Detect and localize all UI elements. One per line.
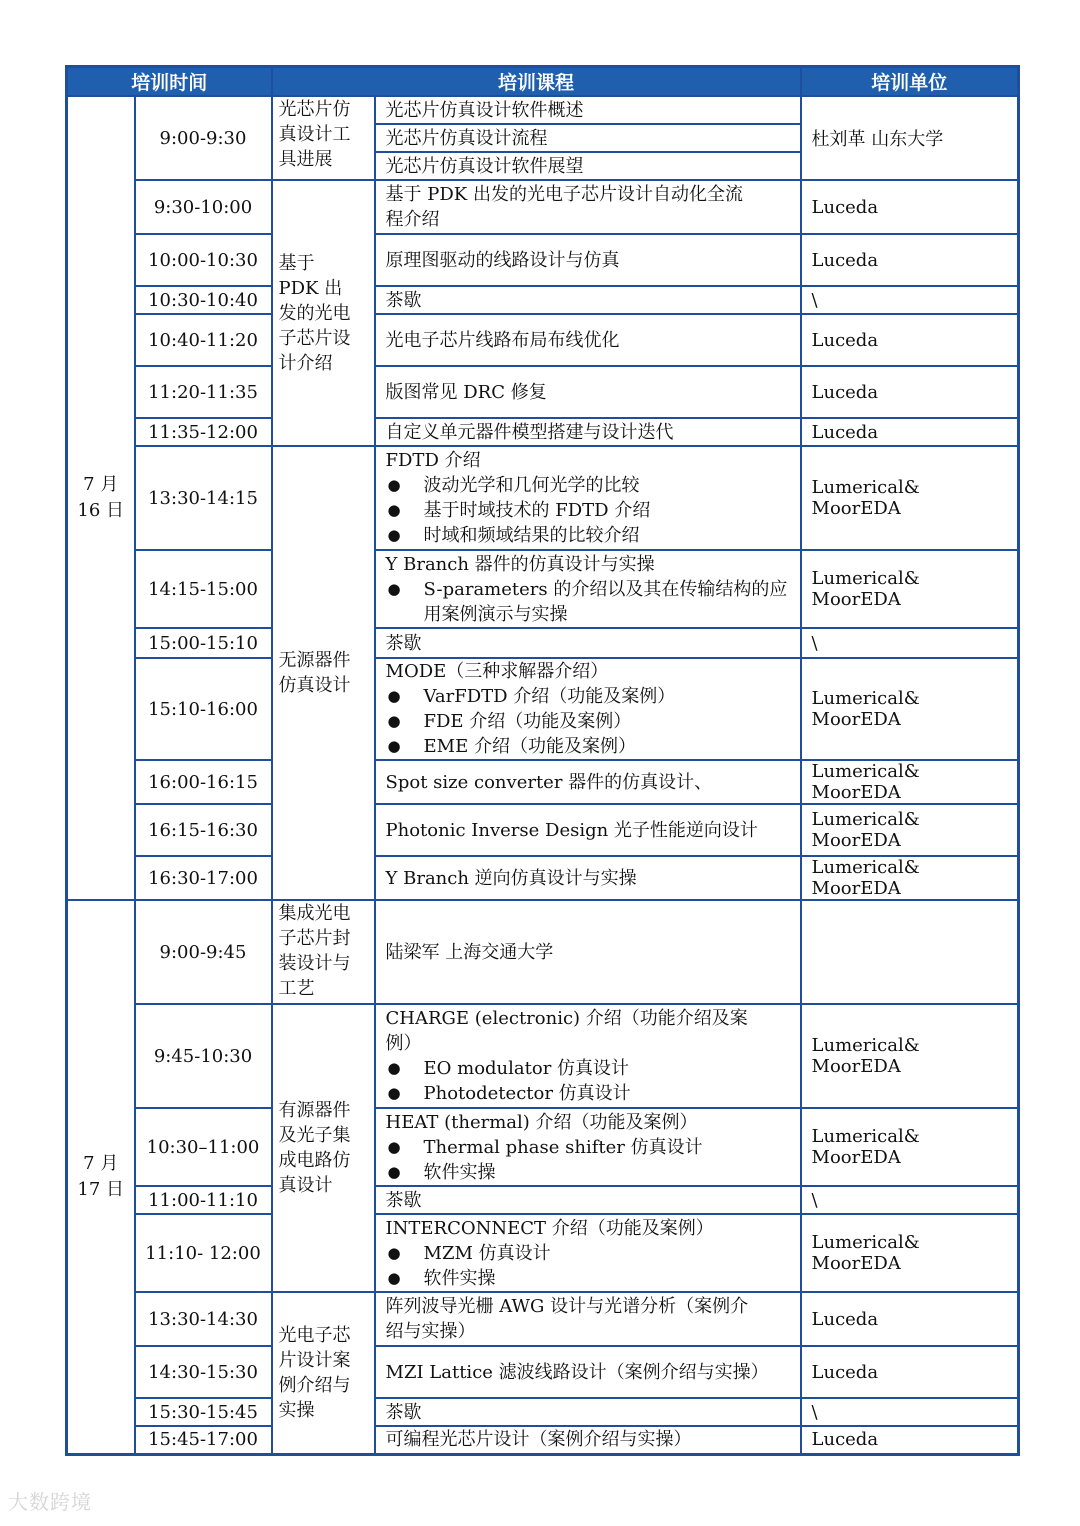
course-cell — [375, 124, 801, 152]
module-m1: 光芯片仿 真设计工 具进展 — [272, 96, 375, 180]
course-line: 茶歇 — [385, 632, 422, 654]
course-line: 原理图驱动的线路设计与仿真 — [385, 249, 620, 271]
time-cell: 15:30-15:45 — [135, 1398, 272, 1426]
table-row — [67, 234, 1019, 286]
header-row — [67, 67, 1019, 97]
bullet-list — [386, 1056, 790, 1106]
schedule-table — [65, 65, 1020, 1456]
course-cell — [375, 1426, 801, 1454]
course-cell — [375, 1186, 801, 1214]
course-cell — [375, 96, 801, 124]
course-line: MODE（三种求解器介绍） — [385, 661, 609, 682]
course-line: 可编程光芯片设计（案例介绍与实操） — [385, 1429, 692, 1451]
unit-cell: Luceda — [801, 180, 1019, 234]
unit-cell: Lumerical& MoorEDA — [801, 1004, 1019, 1108]
time-cell: 11:10- 12:00 — [135, 1214, 272, 1292]
course-line: 光电子芯片线路布局布线优化 — [385, 329, 620, 351]
module-m4: 集成光电 子芯片封 装设计与 工艺 — [272, 900, 375, 1004]
time-cell: 15:00-15:10 — [135, 628, 272, 658]
table-row — [67, 804, 1019, 856]
table-row — [67, 1346, 1019, 1398]
unit-cell — [801, 900, 1019, 1004]
course-cell — [375, 658, 801, 760]
course-line: CHARGE (electronic) 介绍（功能介绍及案 — [385, 1008, 748, 1029]
unit-cell: Lumerical& MoorEDA — [801, 1214, 1019, 1292]
time-cell: 14:15-15:00 — [135, 550, 272, 628]
course-line: 茶歇 — [385, 1189, 422, 1211]
list-item: ● VarFDTD 介绍（功能及案例） — [386, 684, 790, 709]
table-row — [67, 286, 1019, 314]
time-cell: 9:00-9:30 — [135, 96, 272, 180]
time-cell: 15:10-16:00 — [135, 658, 272, 760]
course-line: 光芯片仿真设计软件展望 — [385, 155, 584, 177]
header-unit: 培训单位 — [801, 67, 1019, 97]
course-cell — [375, 418, 801, 446]
unit-cell: Luceda — [801, 314, 1019, 366]
course-line: 阵列波导光栅 AWG 设计与光谱分析（案例介 — [385, 1296, 749, 1317]
course-cell — [375, 446, 801, 550]
time-cell: 14:30-15:30 — [135, 1346, 272, 1398]
course-cell — [375, 550, 801, 628]
unit-cell: Luceda — [801, 1292, 1019, 1346]
table-row — [67, 760, 1019, 804]
course-line: 基于 PDK 出发的光电子芯片设计自动化全流 — [385, 184, 743, 205]
course-line: 程介绍 — [385, 209, 440, 230]
table-row — [67, 658, 1019, 760]
course-cell — [375, 1346, 801, 1398]
table-row — [67, 1426, 1019, 1454]
time-cell: 10:40-11:20 — [135, 314, 272, 366]
table-row — [67, 1214, 1019, 1292]
table-row — [67, 446, 1019, 550]
time-cell: 11:00-11:10 — [135, 1186, 272, 1214]
course-cell — [375, 1292, 801, 1346]
unit-cell: Lumerical& MoorEDA — [801, 550, 1019, 628]
list-item: ● 软件实操 — [386, 1160, 790, 1185]
table-row — [67, 550, 1019, 628]
list-item: ● 软件实操 — [386, 1266, 790, 1291]
bullet-list — [386, 473, 790, 548]
unit-cell: Lumerical& MoorEDA — [801, 856, 1019, 900]
unit-cell: \ — [801, 1186, 1019, 1214]
unit-cell: Luceda — [801, 418, 1019, 446]
unit-cell: \ — [801, 628, 1019, 658]
course-cell — [375, 366, 801, 418]
course-line: 光芯片仿真设计流程 — [385, 127, 548, 149]
unit-cell: Lumerical& MoorEDA — [801, 804, 1019, 856]
course-line: Y Branch 逆向仿真设计与实操 — [385, 867, 637, 889]
course-cell — [375, 1108, 801, 1186]
table-row — [67, 1292, 1019, 1346]
course-cell — [375, 900, 801, 1004]
module-m2: 基于 PDK 出 发的光电 子芯片设 计介绍 — [272, 180, 375, 446]
course-line: FDTD 介绍 — [385, 450, 481, 471]
time-cell: 9:00-9:45 — [135, 900, 272, 1004]
table-row — [67, 1398, 1019, 1426]
list-item: ● 基于时域技术的 FDTD 介绍 — [386, 498, 790, 523]
course-cell — [375, 234, 801, 286]
course-line: 茶歇 — [385, 289, 422, 311]
course-line: 茶歇 — [385, 1401, 422, 1423]
time-cell: 13:30-14:30 — [135, 1292, 272, 1346]
unit-cell: Lumerical& MoorEDA — [801, 1108, 1019, 1186]
time-cell: 10:30-10:40 — [135, 286, 272, 314]
unit-cell: \ — [801, 286, 1019, 314]
course-cell — [375, 314, 801, 366]
unit-cell: Luceda — [801, 1426, 1019, 1454]
time-cell: 15:45-17:00 — [135, 1426, 272, 1454]
time-cell: 13:30-14:15 — [135, 446, 272, 550]
module-m6: 光电子芯 片设计案 例介绍与 实操 — [272, 1292, 375, 1454]
unit-cell: Luceda — [801, 234, 1019, 286]
list-item: ● FDE 介绍（功能及案例） — [386, 709, 790, 734]
table-row — [67, 900, 1019, 1004]
unit-cell: Luceda — [801, 366, 1019, 418]
course-cell — [375, 286, 801, 314]
module-m3: 无源器件 仿真设计 — [272, 446, 375, 900]
time-cell: 16:30-17:00 — [135, 856, 272, 900]
course-line: Photonic Inverse Design 光子性能逆向设计 — [385, 819, 758, 841]
course-cell — [375, 804, 801, 856]
course-line: 例） — [385, 1033, 422, 1054]
list-item: ● S-parameters 的介绍以及其在传输结构的应用案例演示与实操 — [386, 577, 790, 627]
bullet-list — [386, 577, 790, 627]
course-line: 陆梁军 上海交通大学 — [385, 941, 554, 963]
bullet-list — [386, 1135, 790, 1185]
list-item: ● Photodetector 仿真设计 — [386, 1081, 790, 1106]
course-line: MZI Lattice 滤波线路设计（案例介绍与实操） — [385, 1361, 769, 1383]
course-cell — [375, 628, 801, 658]
time-cell: 10:30–11:00 — [135, 1108, 272, 1186]
unit-cell: Lumerical& MoorEDA — [801, 658, 1019, 760]
course-line: 绍与实操） — [385, 1321, 476, 1342]
table-row — [67, 856, 1019, 900]
list-item: ● Thermal phase shifter 仿真设计 — [386, 1135, 790, 1160]
table-row — [67, 314, 1019, 366]
course-cell — [375, 1398, 801, 1426]
table-row — [67, 96, 1019, 124]
bullet-list — [386, 684, 790, 759]
watermark: 大数跨境 — [8, 1490, 92, 1514]
time-cell: 11:35-12:00 — [135, 418, 272, 446]
unit-cell: Luceda — [801, 1346, 1019, 1398]
time-cell: 9:45-10:30 — [135, 1004, 272, 1108]
unit-cell: Lumerical& MoorEDA — [801, 760, 1019, 804]
course-line: Y Branch 器件的仿真设计与实操 — [385, 553, 655, 575]
list-item: ● 波动光学和几何光学的比较 — [386, 473, 790, 498]
unit-cell: 杜刘革 山东大学 — [801, 96, 1019, 180]
unit-cell: Lumerical& MoorEDA — [801, 446, 1019, 550]
bullet-list — [386, 1241, 790, 1291]
date-day2: 7 月 17 日 — [67, 900, 135, 1454]
module-m5: 有源器件 及光子集 成电路仿 真设计 — [272, 1004, 375, 1292]
course-line: HEAT (thermal) 介绍（功能及案例） — [385, 1111, 698, 1133]
course-cell — [375, 1004, 801, 1108]
course-line: INTERCONNECT 介绍（功能及案例） — [385, 1217, 714, 1239]
course-line: 自定义单元器件模型搭建与设计迭代 — [385, 421, 674, 443]
course-cell — [375, 152, 801, 180]
list-item: ● EME 介绍（功能及案例） — [386, 734, 790, 759]
table-row — [67, 628, 1019, 658]
course-line: 光芯片仿真设计软件概述 — [385, 99, 584, 121]
time-cell: 11:20-11:35 — [135, 366, 272, 418]
header-time: 培训时间 — [67, 67, 272, 97]
table-row — [67, 418, 1019, 446]
time-cell: 9:30-10:00 — [135, 180, 272, 234]
list-item: ● EO modulator 仿真设计 — [386, 1056, 790, 1081]
course-cell — [375, 180, 801, 234]
course-cell — [375, 856, 801, 900]
list-item: ● 时域和频域结果的比较介绍 — [386, 523, 790, 548]
time-cell: 10:00-10:30 — [135, 234, 272, 286]
table-row — [67, 180, 1019, 234]
table-row — [67, 1004, 1019, 1108]
time-cell: 16:15-16:30 — [135, 804, 272, 856]
date-day1: 7 月 16 日 — [67, 96, 135, 900]
course-cell — [375, 760, 801, 804]
table-row — [67, 366, 1019, 418]
course-line: 版图常见 DRC 修复 — [385, 381, 547, 403]
table-row — [67, 1108, 1019, 1186]
list-item: ● MZM 仿真设计 — [386, 1241, 790, 1266]
header-course: 培训课程 — [272, 67, 801, 97]
course-line: Spot size converter 器件的仿真设计、 — [385, 771, 713, 793]
table-row — [67, 1186, 1019, 1214]
course-cell — [375, 1214, 801, 1292]
unit-cell: \ — [801, 1398, 1019, 1426]
time-cell: 16:00-16:15 — [135, 760, 272, 804]
